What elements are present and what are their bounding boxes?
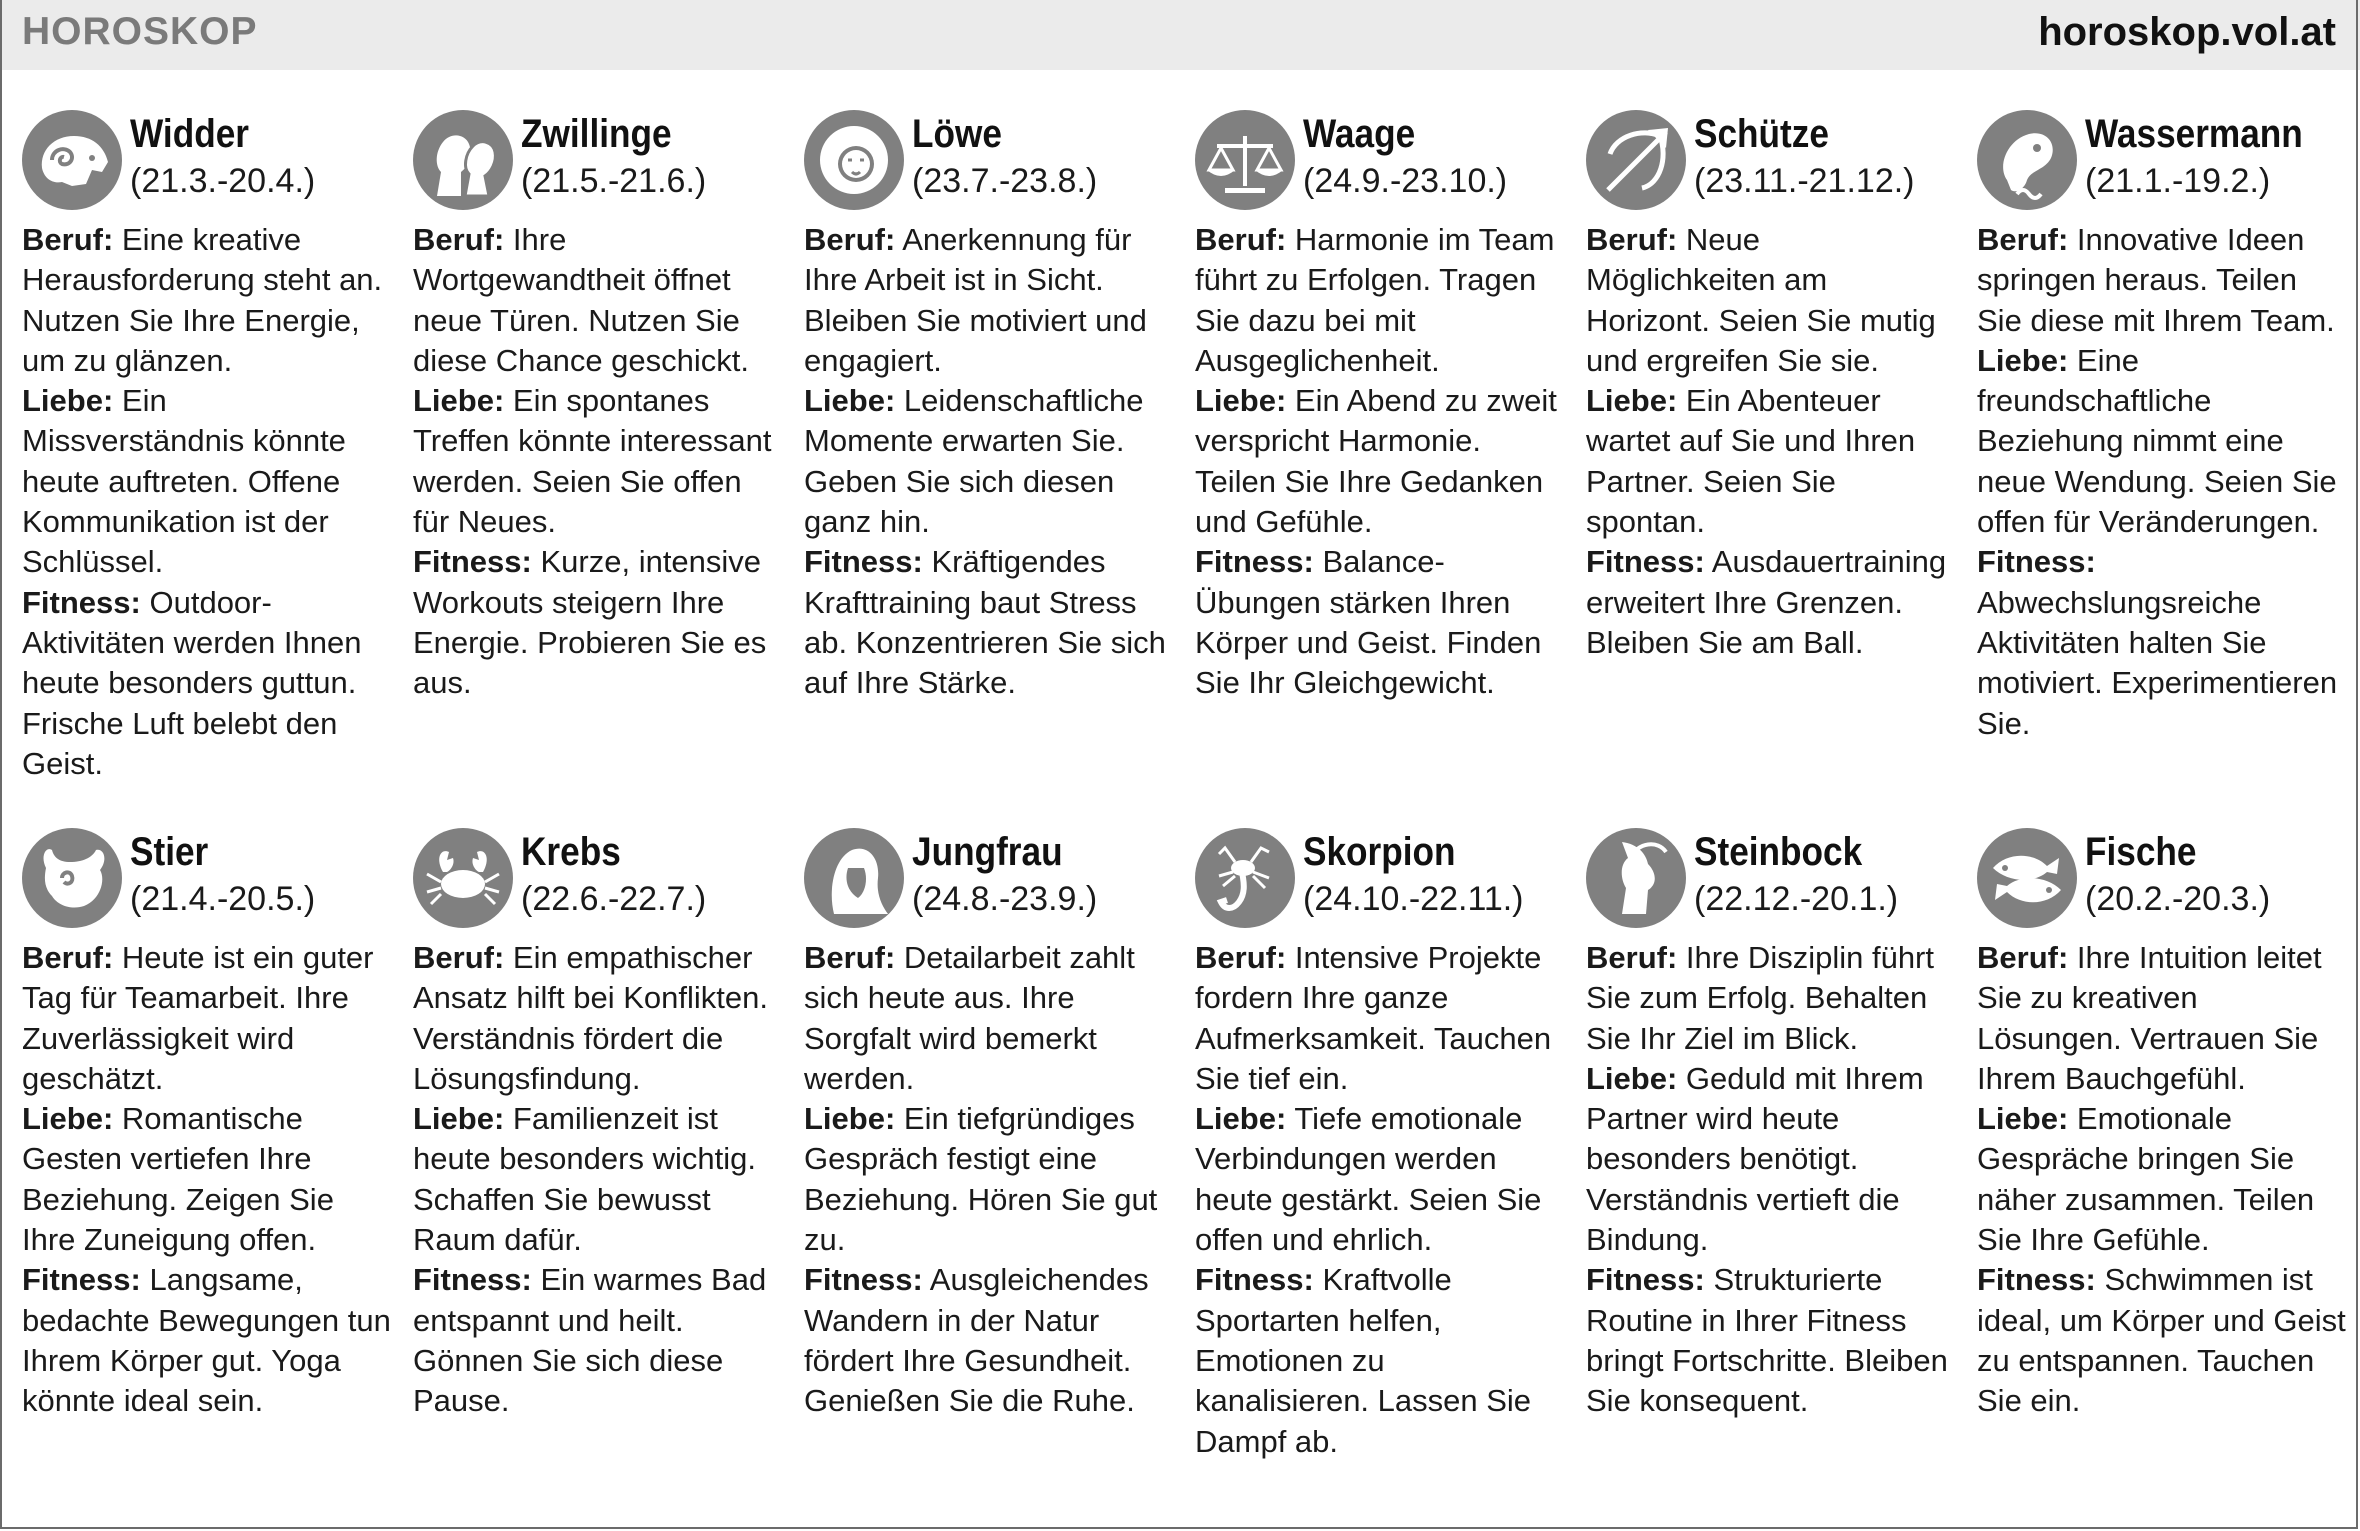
fitness-paragraph bbox=[1586, 1260, 1956, 1421]
career-text: Heute ist ein guter Tag für Teamarbeit. Ihre Zuverlässigkeit wird geschätzt. bbox=[22, 940, 374, 1096]
love-label: Liebe: bbox=[804, 383, 896, 419]
sign-name: Wassermann bbox=[2085, 112, 2303, 156]
career-paragraph bbox=[22, 938, 392, 1099]
love-paragraph bbox=[1586, 381, 1956, 542]
leo-lion-icon bbox=[804, 110, 904, 210]
love-text: Ein Abenteuer wartet auf Sie und Ihren Partner. Seien Sie spontan. bbox=[1586, 383, 1916, 540]
page-header bbox=[0, 0, 2360, 70]
sign-dates: (22.12.-20.1.) bbox=[1694, 880, 1899, 918]
fitness-text: Strukturierte Routine in Ihrer Fitness bringt Fortschritte. Bleiben Sie konsequent. bbox=[1586, 1262, 1948, 1419]
sign-name: Zwillinge bbox=[521, 112, 672, 156]
sign-header bbox=[1586, 110, 1956, 220]
love-text: Familienzeit ist heute besonders wichtig. Schaffen Sie bewusst Raum dafür. bbox=[413, 1101, 756, 1258]
sign-forecast bbox=[413, 938, 783, 1422]
fitness-paragraph bbox=[413, 542, 783, 703]
career-label: Beruf: bbox=[1977, 222, 2069, 257]
career-text: Ihre Disziplin führt Sie zum Erfolg. Behalten Sie Ihr Ziel im Blick. bbox=[1586, 940, 1934, 1056]
page-title: HOROSKOP bbox=[22, 10, 258, 53]
love-text: Leidenschaftliche Momente erwarten Sie. Geben Sie sich diesen ganz hin. bbox=[804, 383, 1144, 540]
career-paragraph bbox=[1586, 220, 1956, 381]
career-label: Beruf: bbox=[1586, 222, 1678, 257]
love-label: Liebe: bbox=[413, 383, 505, 419]
sign-forecast bbox=[22, 220, 392, 784]
fitness-paragraph bbox=[1586, 542, 1956, 663]
sign-forecast bbox=[1586, 938, 1956, 1422]
career-paragraph bbox=[1977, 220, 2347, 341]
sign-header bbox=[804, 828, 1174, 938]
sign-forecast bbox=[1977, 220, 2347, 744]
career-text: Ein empathischer Ansatz hilft bei Konflikten. Verständnis fördert die Lösungsfindung. bbox=[413, 940, 768, 1096]
sign-forecast bbox=[804, 220, 1174, 704]
love-text: Romantische Gesten vertiefen Ihre Beziehung. Zeigen Sie Ihre Zuneigung offen. bbox=[22, 1101, 334, 1258]
cancer-crab-icon bbox=[413, 828, 513, 928]
career-text: Anerkennung für Ihre Arbeit ist in Sicht. Bleiben Sie motiviert und engagiert. bbox=[804, 222, 1147, 378]
career-text: Eine kreative Herausforderung steht an. Nutzen Sie Ihre Energie, um zu glänzen. bbox=[22, 222, 383, 378]
love-paragraph bbox=[1977, 341, 2347, 542]
sign-name: Jungfrau bbox=[912, 830, 1063, 874]
fitness-paragraph bbox=[1977, 1260, 2347, 1421]
sign-dates: (21.4.-20.5.) bbox=[130, 880, 316, 918]
sign-name: Schütze bbox=[1694, 112, 1829, 156]
career-paragraph bbox=[413, 938, 783, 1099]
career-label: Beruf: bbox=[804, 222, 896, 257]
sign-fische bbox=[1977, 828, 2347, 1422]
sign-header bbox=[413, 828, 783, 938]
sign-stier bbox=[22, 828, 392, 1422]
sign-header bbox=[1977, 110, 2347, 220]
sign-schütze bbox=[1586, 110, 1956, 663]
sign-dates: (21.3.-20.4.) bbox=[130, 162, 316, 200]
sign-header bbox=[1977, 828, 2347, 938]
love-paragraph bbox=[413, 381, 783, 542]
sign-name: Widder bbox=[130, 112, 249, 156]
love-paragraph bbox=[22, 1099, 392, 1260]
love-paragraph bbox=[1977, 1099, 2347, 1260]
career-text: Harmonie im Team führt zu Erfolgen. Tragen Sie dazu bei mit Ausgeglichenheit. bbox=[1195, 222, 1555, 378]
fitness-label: Fitness: bbox=[1977, 1262, 2096, 1298]
fitness-paragraph bbox=[1195, 1260, 1565, 1461]
sign-name: Krebs bbox=[521, 830, 621, 874]
career-text: Intensive Projekte fordern Ihre ganze Aufmerksamkeit. Tauchen Sie tief ein. bbox=[1195, 940, 1552, 1096]
aries-ram-icon bbox=[22, 110, 122, 210]
love-paragraph bbox=[804, 381, 1174, 542]
love-label: Liebe: bbox=[413, 1101, 505, 1137]
fitness-label: Fitness: bbox=[804, 1262, 923, 1298]
pisces-fish-icon bbox=[1977, 828, 2077, 928]
fitness-label: Fitness: bbox=[413, 544, 532, 580]
fitness-text: Kurze, intensive Workouts steigern Ihre Energie. Probieren Sie es aus. bbox=[413, 544, 767, 701]
love-text: Geduld mit Ihrem Partner wird heute besonders benötigt. Verständnis vertieft die Bindung. bbox=[1586, 1060, 1924, 1258]
career-paragraph bbox=[1195, 938, 1565, 1099]
sign-name: Fische bbox=[2085, 830, 2197, 874]
career-text: Detailarbeit zahlt sich heute aus. Ihre Sorgfalt wird bemerkt werden. bbox=[804, 940, 1135, 1096]
virgo-maiden-icon bbox=[804, 828, 904, 928]
sign-dates: (24.10.-22.11.) bbox=[1303, 880, 1524, 918]
fitness-label: Fitness: bbox=[1977, 544, 2096, 580]
gemini-twins-icon bbox=[413, 110, 513, 210]
career-label: Beruf: bbox=[804, 940, 896, 975]
sign-wassermann bbox=[1977, 110, 2347, 744]
sign-zwillinge bbox=[413, 110, 783, 704]
career-label: Beruf: bbox=[1195, 222, 1287, 257]
career-label: Beruf: bbox=[413, 222, 505, 257]
sign-forecast bbox=[1195, 220, 1565, 704]
sign-header bbox=[804, 110, 1174, 220]
fitness-label: Fitness: bbox=[1586, 544, 1705, 580]
fitness-text: Schwimmen ist ideal, um Körper und Geist zu entspannen. Tauchen Sie ein. bbox=[1977, 1262, 2346, 1419]
fitness-paragraph bbox=[413, 1260, 783, 1421]
fitness-text: Ein warmes Bad entspannt und heilt. Gönnen Sie sich diese Pause. bbox=[413, 1262, 767, 1419]
career-paragraph bbox=[413, 220, 783, 381]
love-label: Liebe: bbox=[804, 1101, 896, 1137]
career-text: Neue Möglichkeiten am Horizont. Seien Sie mutig und ergreifen Sie sie. bbox=[1586, 222, 1936, 378]
site-url: horoskop.vol.at bbox=[2038, 10, 2336, 54]
sign-header bbox=[22, 828, 392, 938]
love-label: Liebe: bbox=[1977, 1101, 2069, 1137]
sign-löwe bbox=[804, 110, 1174, 704]
fitness-text: Ausgleichendes Wandern in der Natur fördert Ihre Gesundheit. Genießen Sie die Ruhe. bbox=[804, 1262, 1149, 1419]
career-label: Beruf: bbox=[22, 222, 114, 257]
sign-header bbox=[413, 110, 783, 220]
career-paragraph bbox=[1586, 938, 1956, 1059]
fitness-label: Fitness: bbox=[1195, 544, 1314, 580]
love-text: Ein Abend zu zweit verspricht Harmonie. Teilen Sie Ihre Gedanken und Gefühle. bbox=[1195, 383, 1557, 540]
fitness-text: Outdoor-Aktivitäten werden Ihnen heute besonders guttun. Frische Luft belebt den Geist. bbox=[22, 584, 362, 781]
love-paragraph bbox=[1586, 1059, 1956, 1260]
love-text: Ein spontanes Treffen könnte interessant werden. Seien Sie offen für Neues. bbox=[413, 383, 772, 540]
sign-dates: (22.6.-22.7.) bbox=[521, 880, 707, 918]
career-paragraph bbox=[804, 220, 1174, 381]
career-label: Beruf: bbox=[1586, 940, 1678, 975]
fitness-paragraph bbox=[1977, 542, 2347, 743]
fitness-label: Fitness: bbox=[413, 1262, 532, 1298]
career-label: Beruf: bbox=[1977, 940, 2069, 975]
love-label: Liebe: bbox=[22, 383, 114, 419]
sign-header bbox=[1195, 110, 1565, 220]
fitness-text: Langsame, bedachte Bewegungen tun Ihrem Körper gut. Yoga könnte ideal sein. bbox=[22, 1262, 391, 1419]
love-paragraph bbox=[804, 1099, 1174, 1260]
fitness-paragraph bbox=[804, 542, 1174, 703]
sign-dates: (23.7.-23.8.) bbox=[912, 162, 1098, 200]
love-text: Ein Missverständnis könnte heute auftreten. Offene Kommunikation ist der Schlüssel. bbox=[22, 383, 346, 580]
love-label: Liebe: bbox=[1195, 383, 1287, 419]
sign-header bbox=[1586, 828, 1956, 938]
aquarius-water-bearer-icon bbox=[1977, 110, 2077, 210]
love-label: Liebe: bbox=[1977, 342, 2069, 378]
taurus-bull-icon bbox=[22, 828, 122, 928]
sign-jungfrau bbox=[804, 828, 1174, 1422]
fitness-label: Fitness: bbox=[22, 1262, 141, 1298]
sign-forecast bbox=[1977, 938, 2347, 1422]
career-text: Ihre Wortgewandtheit öffnet neue Türen. Nutzen Sie diese Chance geschickt. bbox=[413, 222, 750, 378]
sign-name: Steinbock bbox=[1694, 830, 1863, 874]
love-label: Liebe: bbox=[1195, 1101, 1287, 1137]
love-paragraph bbox=[22, 381, 392, 582]
sign-dates: (21.5.-21.6.) bbox=[521, 162, 707, 200]
sign-forecast bbox=[1195, 938, 1565, 1462]
career-label: Beruf: bbox=[413, 940, 505, 975]
sign-dates: (21.1.-19.2.) bbox=[2085, 162, 2271, 200]
fitness-text: Balance-Übungen stärken Ihren Körper und Geist. Finden Sie Ihr Gleichgewicht. bbox=[1195, 544, 1542, 701]
love-paragraph bbox=[1195, 1099, 1565, 1260]
fitness-paragraph bbox=[804, 1260, 1174, 1421]
fitness-paragraph bbox=[1195, 542, 1565, 703]
career-paragraph bbox=[1195, 220, 1565, 381]
sign-header bbox=[1195, 828, 1565, 938]
sign-dates: (24.9.-23.10.) bbox=[1303, 162, 1508, 200]
sign-name: Stier bbox=[130, 830, 209, 874]
fitness-text: Kraftvolle Sportarten helfen, Emotionen zu kanalisieren. Lassen Sie Dampf ab. bbox=[1195, 1262, 1532, 1459]
sign-forecast bbox=[22, 938, 392, 1422]
love-paragraph bbox=[1195, 381, 1565, 542]
love-label: Liebe: bbox=[1586, 383, 1678, 419]
fitness-paragraph bbox=[22, 583, 392, 784]
love-paragraph bbox=[413, 1099, 783, 1260]
sagittarius-bow-icon bbox=[1586, 110, 1686, 210]
love-label: Liebe: bbox=[22, 1101, 114, 1137]
sign-skorpion bbox=[1195, 828, 1565, 1462]
career-paragraph bbox=[804, 938, 1174, 1099]
fitness-text: Abwechslungsreiche Aktivitäten halten Sie motiviert. Experimentieren Sie. bbox=[1977, 584, 2338, 741]
love-text: Tiefe emotionale Verbindungen werden heute gestärkt. Seien Sie offen und ehrlich. bbox=[1195, 1101, 1542, 1258]
career-paragraph bbox=[22, 220, 392, 381]
fitness-paragraph bbox=[22, 1260, 392, 1421]
sign-steinbock bbox=[1586, 828, 1956, 1422]
fitness-label: Fitness: bbox=[1195, 1262, 1314, 1298]
capricorn-goat-icon bbox=[1586, 828, 1686, 928]
career-label: Beruf: bbox=[1195, 940, 1287, 975]
libra-scales-icon bbox=[1195, 110, 1295, 210]
sign-dates: (20.2.-20.3.) bbox=[2085, 880, 2271, 918]
fitness-label: Fitness: bbox=[1586, 1262, 1705, 1298]
love-text: Eine freundschaftliche Beziehung nimmt eine neue Wendung. Seien Sie offen für Veränderungen. bbox=[1977, 342, 2337, 540]
sign-name: Skorpion bbox=[1303, 830, 1456, 874]
sign-forecast bbox=[413, 220, 783, 704]
fitness-text: Ausdauertraining erweitert Ihre Grenzen. Bleiben Sie am Ball. bbox=[1586, 544, 1947, 660]
career-text: Ihre Intuition leitet Sie zu kreativen Lösungen. Vertrauen Sie Ihrem Bauchgefühl. bbox=[1977, 940, 2322, 1096]
career-label: Beruf: bbox=[22, 940, 114, 975]
sign-waage bbox=[1195, 110, 1565, 704]
career-text: Innovative Ideen springen heraus. Teilen Sie diese mit Ihrem Team. bbox=[1977, 222, 2335, 338]
career-paragraph bbox=[1977, 938, 2347, 1099]
fitness-label: Fitness: bbox=[22, 584, 141, 620]
sign-krebs bbox=[413, 828, 783, 1422]
sign-header bbox=[22, 110, 392, 220]
sign-forecast bbox=[1586, 220, 1956, 663]
sign-name: Löwe bbox=[912, 112, 1002, 156]
sign-dates: (23.11.-21.12.) bbox=[1694, 162, 1915, 200]
love-text: Ein tiefgründiges Gespräch festigt eine Beziehung. Hören Sie gut zu. bbox=[804, 1101, 1158, 1258]
scorpio-scorpion-icon bbox=[1195, 828, 1295, 928]
fitness-label: Fitness: bbox=[804, 544, 923, 580]
sign-dates: (24.8.-23.9.) bbox=[912, 880, 1098, 918]
sign-widder bbox=[22, 110, 392, 784]
sign-name: Waage bbox=[1303, 112, 1416, 156]
love-label: Liebe: bbox=[1586, 1060, 1678, 1096]
fitness-text: Kräftigendes Krafttraining baut Stress ab. Konzentrieren Sie sich auf Ihre Stärke. bbox=[804, 544, 1166, 701]
love-text: Emotionale Gespräche bringen Sie näher zusammen. Teilen Sie Ihre Gefühle. bbox=[1977, 1101, 2315, 1258]
sign-forecast bbox=[804, 938, 1174, 1422]
